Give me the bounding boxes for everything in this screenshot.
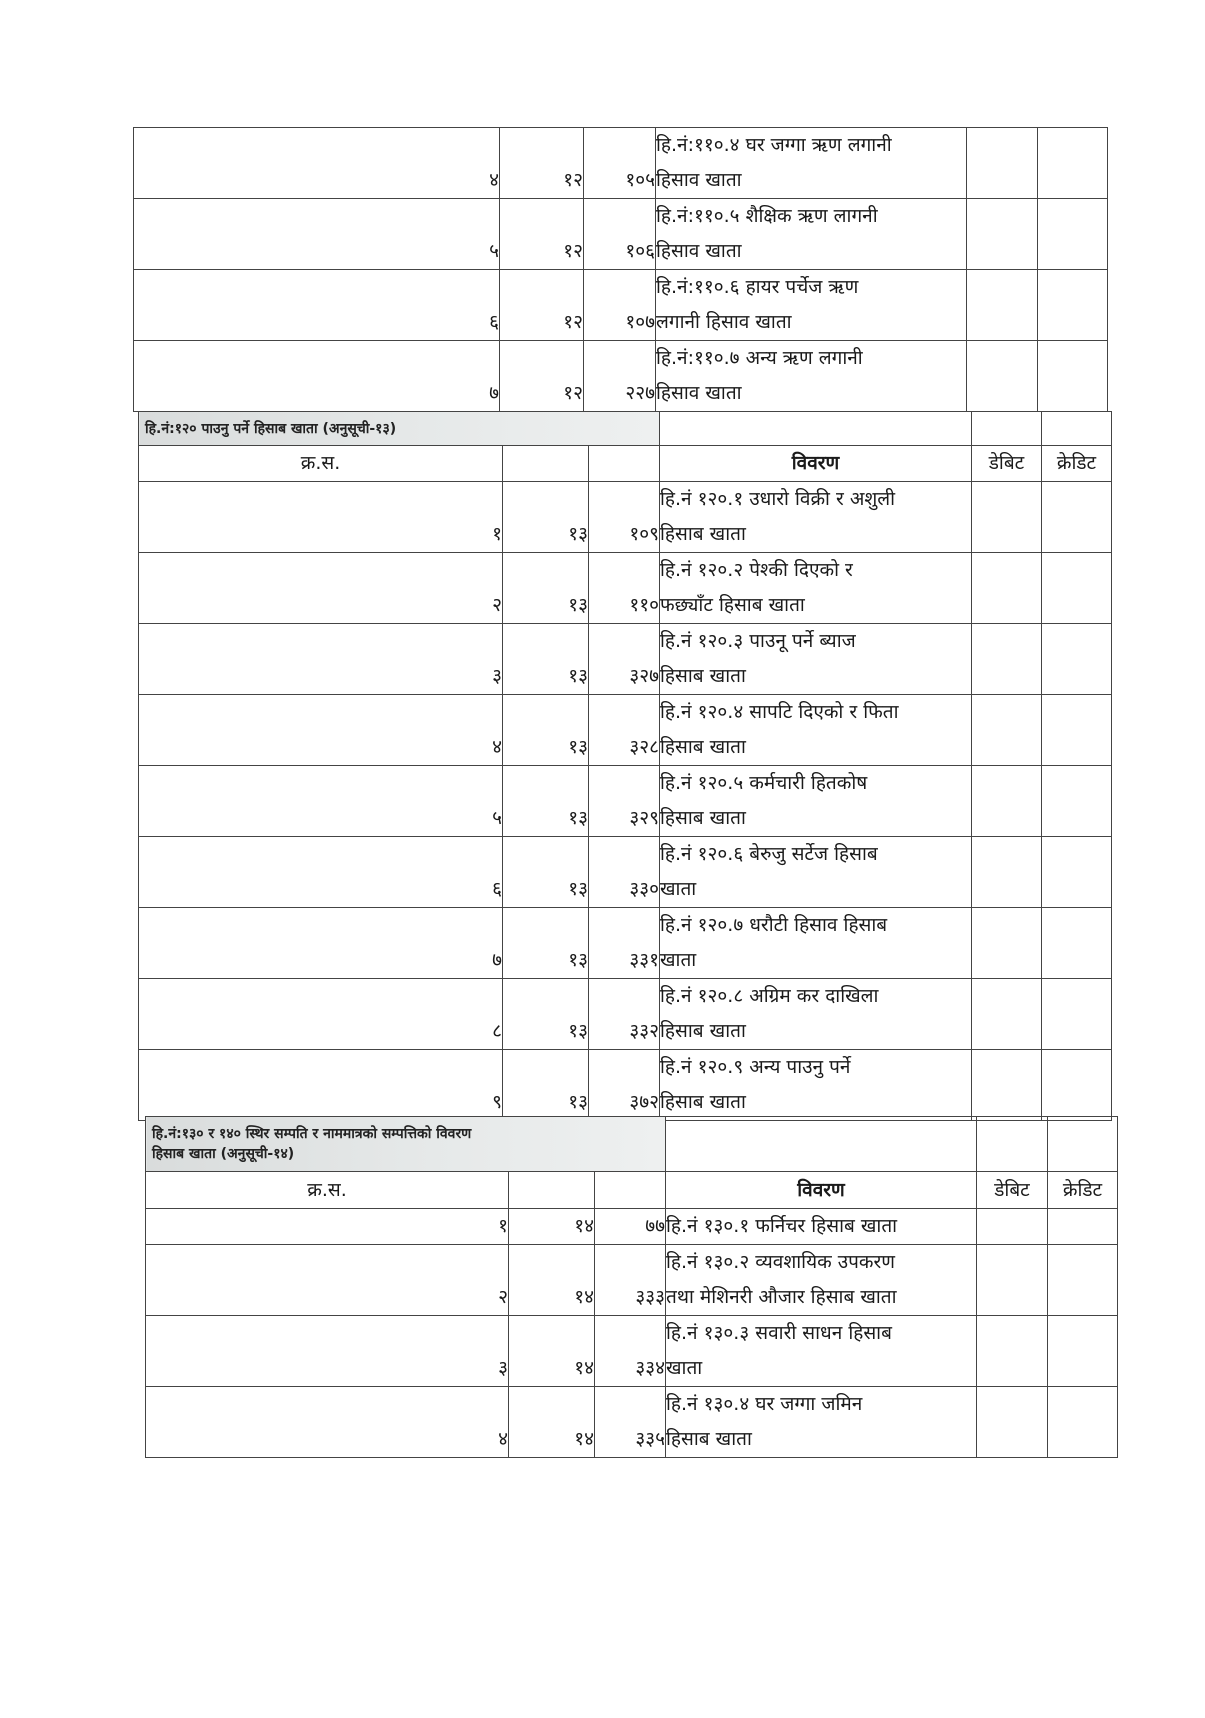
description-line1: हि.नं:११०.६ हायर पर्चेज ऋण bbox=[656, 276, 859, 298]
description-line2: हिसाब खाता bbox=[660, 807, 746, 829]
table-row bbox=[134, 270, 1108, 341]
credit-cell bbox=[1038, 270, 1108, 341]
serial-number: ३ bbox=[146, 1316, 509, 1387]
debit-cell bbox=[972, 837, 1042, 908]
credit-cell bbox=[1038, 199, 1108, 270]
table-row bbox=[139, 695, 1112, 766]
account-description bbox=[660, 482, 972, 553]
account-description bbox=[656, 199, 967, 270]
description-line2: हिसाव खाता bbox=[656, 240, 742, 262]
account-code: ३३२ bbox=[589, 979, 660, 1050]
debit-cell bbox=[977, 1245, 1048, 1316]
credit-cell bbox=[1042, 1050, 1112, 1121]
credit-cell bbox=[1042, 837, 1112, 908]
description-line1: हि.नं १३०.१ फर्निचर हिसाब खाता bbox=[666, 1215, 898, 1237]
schedule-number: १२ bbox=[500, 128, 584, 199]
account-description bbox=[656, 341, 967, 412]
description-line2: हिसाब खाता bbox=[660, 1091, 746, 1113]
table2-body bbox=[139, 482, 1112, 1121]
receivable-accounts-table bbox=[138, 411, 1112, 1121]
account-code: १०७ bbox=[584, 270, 656, 341]
serial-number: ७ bbox=[134, 341, 500, 412]
account-description bbox=[666, 1387, 977, 1458]
section-title-line1: हि.नं:१३० र १४० स्थिर सम्पति र नाममात्रको सम्पत्तिको विवरण bbox=[152, 1126, 472, 1142]
description-line1: हि.नं १२०.२ पेश्की दिएको र bbox=[660, 559, 853, 581]
schedule-number: १२ bbox=[500, 341, 584, 412]
description-line1: हि.नं:११०.५ शैक्षिक ऋण लागनी bbox=[656, 205, 878, 227]
description-line1: हि.नं:११०.४ घर जग्गा ऋण लगानी bbox=[656, 134, 892, 156]
account-description bbox=[660, 624, 972, 695]
serial-number: १ bbox=[146, 1209, 509, 1245]
account-description bbox=[660, 979, 972, 1050]
account-description bbox=[660, 1050, 972, 1121]
header-description: विवरण bbox=[666, 1172, 977, 1209]
serial-number: ६ bbox=[134, 270, 500, 341]
schedule-number: १४ bbox=[509, 1387, 595, 1458]
header-row bbox=[146, 1172, 1118, 1209]
account-description bbox=[660, 908, 972, 979]
debit-cell bbox=[967, 199, 1038, 270]
account-code: ११० bbox=[589, 553, 660, 624]
description-line2: हिसाव खाता bbox=[656, 382, 742, 404]
credit-cell bbox=[1042, 482, 1112, 553]
serial-number: ५ bbox=[139, 766, 503, 837]
description-line2: हिसाब खाता bbox=[666, 1428, 752, 1450]
account-description bbox=[656, 270, 967, 341]
account-description bbox=[666, 1245, 977, 1316]
debit-cell bbox=[972, 1050, 1042, 1121]
schedule-number: १४ bbox=[509, 1209, 595, 1245]
serial-number: २ bbox=[139, 553, 503, 624]
header-row bbox=[139, 446, 1112, 482]
schedule-number: १३ bbox=[503, 1050, 589, 1121]
schedule-number: १३ bbox=[503, 766, 589, 837]
account-code: ३७२ bbox=[589, 1050, 660, 1121]
credit-cell bbox=[1042, 979, 1112, 1050]
description-line2: हिसाव खाता bbox=[656, 169, 742, 191]
description-line2: फछ्याँट हिसाब खाता bbox=[660, 594, 805, 616]
description-line1: हि.नं १२०.५ कर्मचारी हितकोष bbox=[660, 772, 868, 794]
account-description bbox=[666, 1316, 977, 1387]
debit-cell bbox=[977, 1387, 1048, 1458]
table-row bbox=[139, 766, 1112, 837]
schedule-number: १३ bbox=[503, 979, 589, 1050]
credit-cell bbox=[1048, 1387, 1118, 1458]
table-row bbox=[139, 837, 1112, 908]
table-row bbox=[139, 482, 1112, 553]
table-row bbox=[139, 979, 1112, 1050]
account-code: ३२७ bbox=[589, 624, 660, 695]
header-debit: डेबिट bbox=[972, 446, 1042, 482]
description-line1: हि.नं १२०.९ अन्य पाउनु पर्ने bbox=[660, 1056, 851, 1078]
description-line1: हि.नं १२०.६ बेरुजु सर्टेज हिसाब bbox=[660, 843, 878, 865]
account-code: १०९ bbox=[589, 482, 660, 553]
serial-number: ४ bbox=[146, 1387, 509, 1458]
schedule-number: १४ bbox=[509, 1245, 595, 1316]
account-description bbox=[660, 837, 972, 908]
credit-cell bbox=[1048, 1316, 1118, 1387]
table-row bbox=[139, 624, 1112, 695]
section-row bbox=[146, 1117, 1118, 1172]
serial-number: ४ bbox=[134, 128, 500, 199]
table-row bbox=[134, 341, 1108, 412]
account-code: ३३० bbox=[589, 837, 660, 908]
header-description: विवरण bbox=[660, 446, 972, 482]
description-line2: लगानी हिसाव खाता bbox=[656, 311, 792, 333]
credit-cell bbox=[1048, 1209, 1118, 1245]
header-debit: डेबिट bbox=[977, 1172, 1048, 1209]
description-line1: हि.नं १२०.४ सापटि दिएको र फिता bbox=[660, 701, 899, 723]
serial-number: ५ bbox=[134, 199, 500, 270]
header-credit: क्रेडिट bbox=[1042, 446, 1112, 482]
loan-investment-table bbox=[133, 127, 1108, 412]
serial-number: ८ bbox=[139, 979, 503, 1050]
credit-cell bbox=[1038, 341, 1108, 412]
description-line2: खाता bbox=[666, 1357, 703, 1379]
header-credit: क्रेडिट bbox=[1048, 1172, 1118, 1209]
serial-number: ३ bbox=[139, 624, 503, 695]
table-row bbox=[134, 128, 1108, 199]
account-code: ७७ bbox=[595, 1209, 666, 1245]
account-code: ३३३ bbox=[595, 1245, 666, 1316]
schedule-number: १४ bbox=[509, 1316, 595, 1387]
credit-cell bbox=[1048, 1245, 1118, 1316]
table-row bbox=[146, 1387, 1118, 1458]
serial-number: ४ bbox=[139, 695, 503, 766]
description-line1: हि.नं १२०.७ धरौटी हिसाव हिसाब bbox=[660, 914, 888, 936]
description-line1: हि.नं १२०.८ अग्रिम कर दाखिला bbox=[660, 985, 879, 1007]
table-row bbox=[146, 1209, 1118, 1245]
account-description bbox=[660, 553, 972, 624]
account-description bbox=[660, 766, 972, 837]
table-row bbox=[146, 1316, 1118, 1387]
serial-number: ७ bbox=[139, 908, 503, 979]
section-title: हि.नं:१२० पाउनु पर्ने हिसाब खाता (अनुसूची-१३) bbox=[139, 412, 660, 446]
debit-cell bbox=[977, 1316, 1048, 1387]
debit-cell bbox=[972, 908, 1042, 979]
serial-number: २ bbox=[146, 1245, 509, 1316]
schedule-number: १३ bbox=[503, 482, 589, 553]
schedule-number: १३ bbox=[503, 695, 589, 766]
table-row bbox=[139, 1050, 1112, 1121]
account-description bbox=[660, 695, 972, 766]
account-code: २२७ bbox=[584, 341, 656, 412]
account-code: १०६ bbox=[584, 199, 656, 270]
credit-cell bbox=[1042, 766, 1112, 837]
account-description bbox=[656, 128, 967, 199]
section-row bbox=[139, 412, 1112, 446]
description-line2: खाता bbox=[660, 878, 697, 900]
account-code: १०५ bbox=[584, 128, 656, 199]
debit-cell bbox=[977, 1209, 1048, 1245]
header-sn: क्र.स. bbox=[139, 446, 503, 482]
schedule-number: १२ bbox=[500, 199, 584, 270]
serial-number: ६ bbox=[139, 837, 503, 908]
credit-cell bbox=[1042, 695, 1112, 766]
description-line2: हिसाब खाता bbox=[660, 665, 746, 687]
table3-body bbox=[146, 1209, 1118, 1458]
schedule-number: १३ bbox=[503, 837, 589, 908]
debit-cell bbox=[967, 341, 1038, 412]
description-line1: हि.नं १३०.३ सवारी साधन हिसाब bbox=[666, 1322, 892, 1344]
table-row bbox=[146, 1245, 1118, 1316]
serial-number: ९ bbox=[139, 1050, 503, 1121]
account-description bbox=[666, 1209, 977, 1245]
header-sn: क्र.स. bbox=[146, 1172, 509, 1209]
table-row bbox=[134, 199, 1108, 270]
debit-cell bbox=[972, 766, 1042, 837]
description-line2: हिसाब खाता bbox=[660, 1020, 746, 1042]
account-code: ३३५ bbox=[595, 1387, 666, 1458]
account-code: ३३४ bbox=[595, 1316, 666, 1387]
debit-cell bbox=[972, 553, 1042, 624]
description-line1: हि.नं १२०.१ उधारो विक्री र अशुली bbox=[660, 488, 896, 510]
description-line1: हि.नं:११०.७ अन्य ऋण लगानी bbox=[656, 347, 863, 369]
section-title bbox=[146, 1117, 666, 1172]
fixed-assets-table bbox=[145, 1116, 1118, 1458]
description-line2: खाता bbox=[660, 949, 697, 971]
debit-cell bbox=[972, 695, 1042, 766]
debit-cell bbox=[972, 624, 1042, 695]
table1-body bbox=[134, 128, 1108, 412]
serial-number: १ bbox=[139, 482, 503, 553]
credit-cell bbox=[1042, 553, 1112, 624]
debit-cell bbox=[967, 270, 1038, 341]
credit-cell bbox=[1038, 128, 1108, 199]
description-line2: हिसाब खाता bbox=[660, 523, 746, 545]
account-code: ३२८ bbox=[589, 695, 660, 766]
description-line1: हि.नं १३०.२ व्यवशायिक उपकरण bbox=[666, 1251, 896, 1273]
description-line1: हि.नं १३०.४ घर जग्गा जमिन bbox=[666, 1393, 863, 1415]
account-code: ३३१ bbox=[589, 908, 660, 979]
description-line2: तथा मेशिनरी औजार हिसाब खाता bbox=[666, 1286, 897, 1308]
schedule-number: १३ bbox=[503, 624, 589, 695]
credit-cell bbox=[1042, 908, 1112, 979]
description-line1: हि.नं १२०.३ पाउनू पर्ने ब्याज bbox=[660, 630, 856, 652]
table-row bbox=[139, 908, 1112, 979]
debit-cell bbox=[972, 482, 1042, 553]
description-line2: हिसाब खाता bbox=[660, 736, 746, 758]
credit-cell bbox=[1042, 624, 1112, 695]
table-row bbox=[139, 553, 1112, 624]
schedule-number: १२ bbox=[500, 270, 584, 341]
schedule-number: १३ bbox=[503, 553, 589, 624]
debit-cell bbox=[967, 128, 1038, 199]
debit-cell bbox=[972, 979, 1042, 1050]
schedule-number: १३ bbox=[503, 908, 589, 979]
section-title-line2: हिसाब खाता (अनुसूची-१४) bbox=[152, 1146, 295, 1162]
account-code: ३२९ bbox=[589, 766, 660, 837]
